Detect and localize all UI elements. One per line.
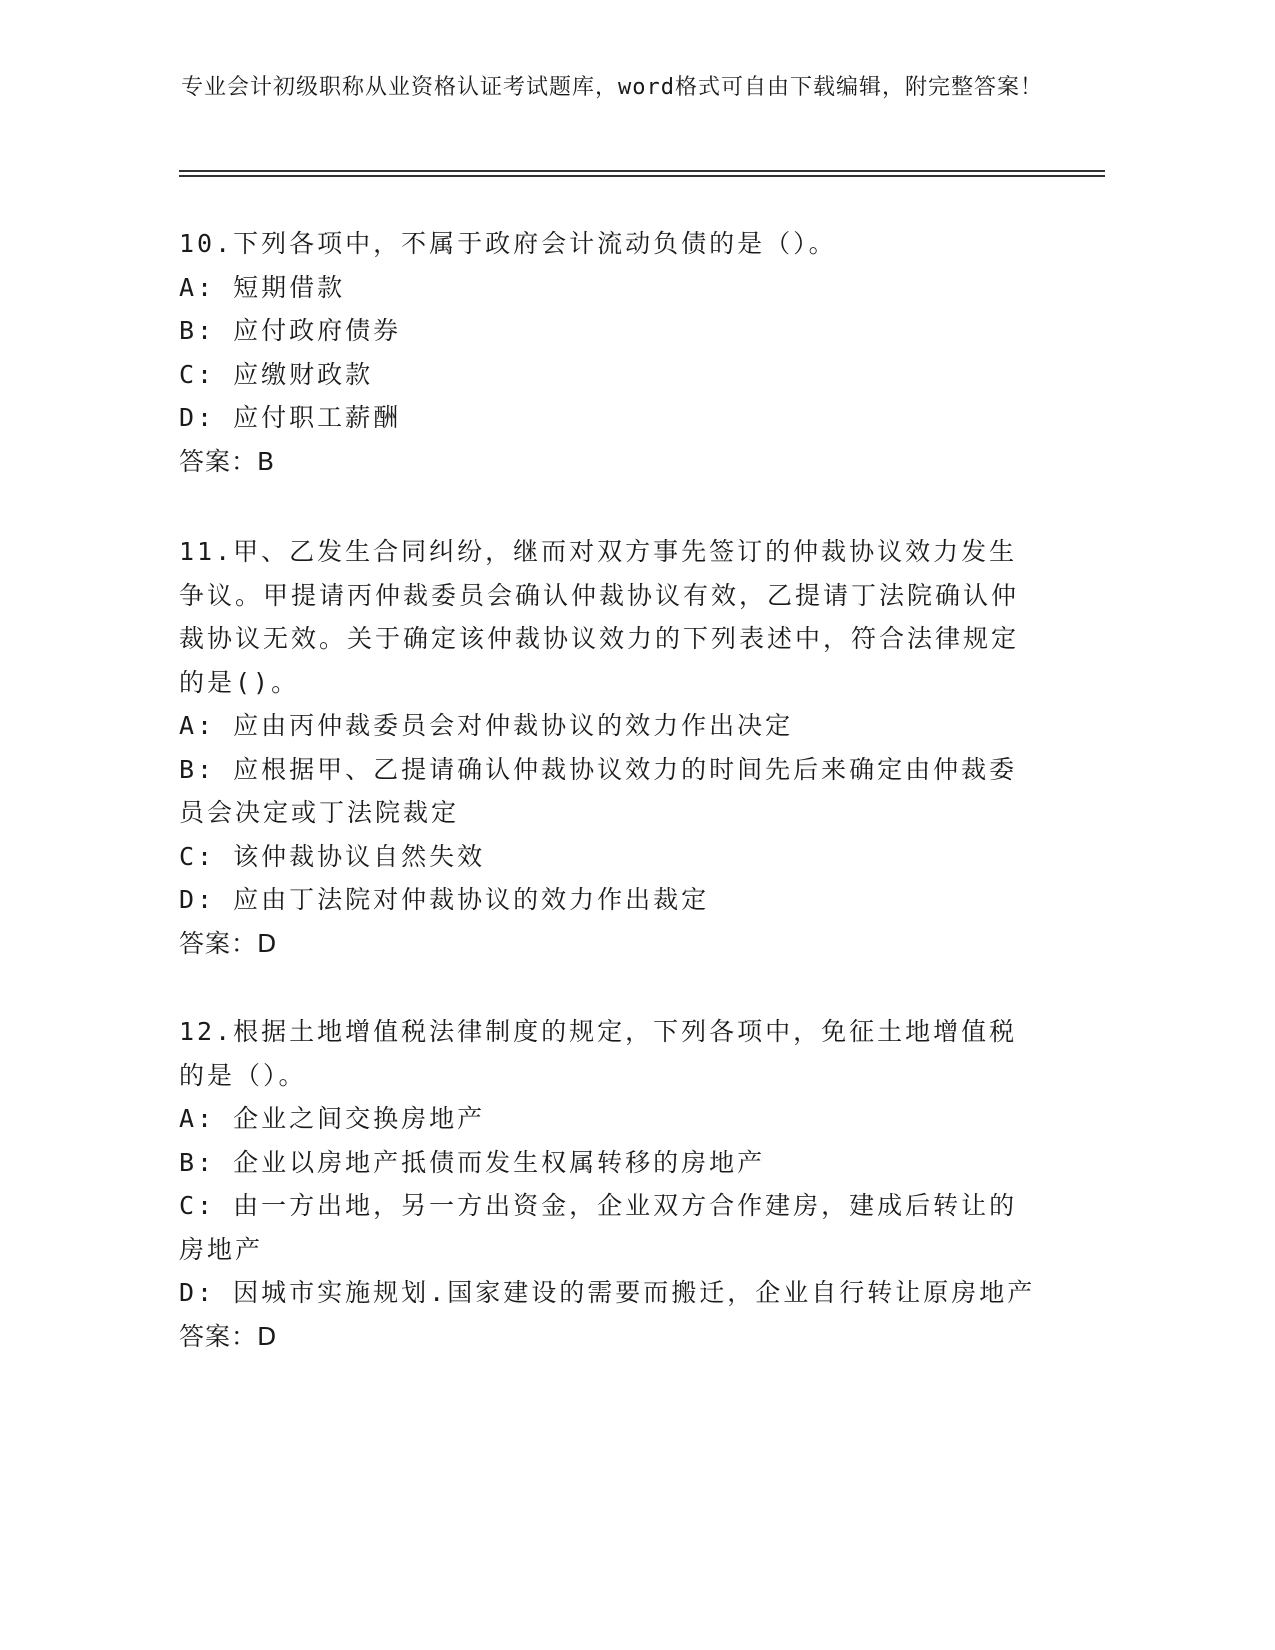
option-d: D: 因城市实施规划.国家建设的需要而搬迁，企业自行转让原房地产 <box>179 1278 1036 1307</box>
option-c: C: 应缴财政款 <box>179 359 374 389</box>
option-c: C: 该仲裁协议自然失效 <box>179 841 486 871</box>
option-c: C: 由一方出地，另一方出资金，企业双方合作建房，建成后转让的房地产 <box>179 1191 1018 1264</box>
answer-line: 答案：B <box>179 446 276 476</box>
question-stem: 12.根据土地增值税法律制度的规定，下列各项中，免征土地增值税的是（）。 <box>179 1017 1018 1090</box>
option-d: D: 应付职工薪酬 <box>179 403 402 432</box>
option-a: A: 应由丙仲裁委员会对仲裁协议的效力作出决定 <box>179 711 794 740</box>
document-header: 专业会计初级职称从业资格认证考试题库，word格式可自由下载编辑，附完整答案！ <box>181 75 1043 100</box>
option-b: B: 应付政府债券 <box>179 316 402 345</box>
option-b: B: 应根据甲、乙提请确认仲裁协议效力的时间先后来确定由仲裁委员会决定或丁法院裁定 <box>179 754 1018 827</box>
option-a: A: 短期借款 <box>179 272 346 302</box>
question-12 <box>179 1010 1039 1358</box>
question-11 <box>179 530 1039 965</box>
answer-line: 答案：D <box>179 928 278 958</box>
header-divider-top <box>179 170 1105 172</box>
header-divider-bottom <box>179 175 1105 177</box>
option-d: D: 应由丁法院对仲裁协议的效力作出裁定 <box>179 885 710 914</box>
question-10 <box>179 222 1039 483</box>
answer-line: 答案：D <box>179 1321 278 1351</box>
option-b: B: 企业以房地产抵债而发生权属转移的房地产 <box>179 1147 766 1177</box>
option-a: A: 企业之间交换房地产 <box>179 1104 486 1133</box>
question-stem: 11.甲、乙发生合同纠纷，继而对双方事先签订的仲裁协议效力发生争议。甲提请丙仲裁委员会确认仲裁协议有效，乙提请丁法院确认仲裁协议无效。关于确定该仲裁协议效力的下列表述中，符合法律规定的是()。 <box>179 537 1020 697</box>
question-stem: 10.下列各项中，不属于政府会计流动负债的是（）。 <box>179 229 837 258</box>
